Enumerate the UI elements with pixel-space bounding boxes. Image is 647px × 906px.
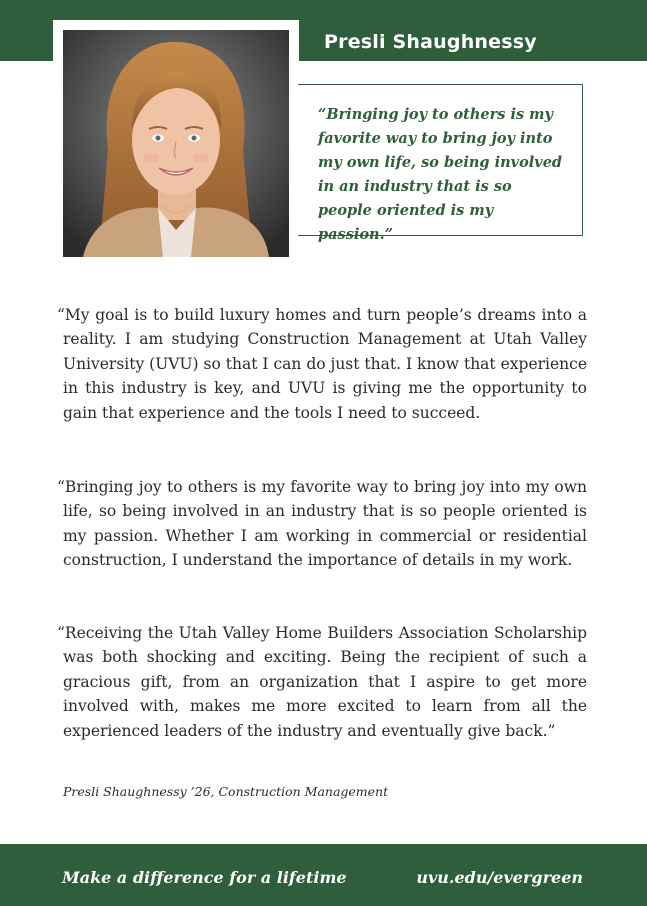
- portrait-photo: [63, 30, 289, 257]
- pull-quote-text: “Bringing joy to others is my favorite way to bring joy into my own life, so being involved in an industry that is so people oriented is my passion.”: [318, 106, 563, 243]
- quote-paragraph-2: “Bringing joy to others is my favorite way to bring joy into my own life, so being involved in an industry that is so people oriented is my passion. Whether I am working in commercial or residential construction, I understand the importance of details in my work.: [57, 478, 587, 570]
- portrait-illustration: [63, 30, 289, 257]
- attribution: Presli Shaughnessy ’26, Construction Management: [63, 784, 389, 799]
- footer-bar: [0, 844, 647, 906]
- footer-url-link[interactable]: uvu.edu/evergreen: [416, 868, 583, 887]
- student-name: Presli Shaughnessy: [324, 31, 537, 53]
- quote-paragraph-1: “My goal is to build luxury homes and turn people’s dreams into a reality. I am studying Construction Management at Utah Valley University (UVU) so that I can do just that. I know that experience in this industry is key, and UVU is giving me the opportunity to gain that experience and the tools I need to succeed.: [57, 306, 587, 422]
- footer-tagline: Make a difference for a lifetime: [62, 868, 347, 887]
- pull-quote-box: [298, 84, 583, 243]
- quote-paragraph-3: “Receiving the Utah Valley Home Builders Association Scholarship was both shocking and exciting. Being the recipient of such a gracious gift, from an organization that I aspire to get more involved with, makes me more excited to learn from all the experienced leaders of the industry and eventually give back.”: [57, 624, 587, 740]
